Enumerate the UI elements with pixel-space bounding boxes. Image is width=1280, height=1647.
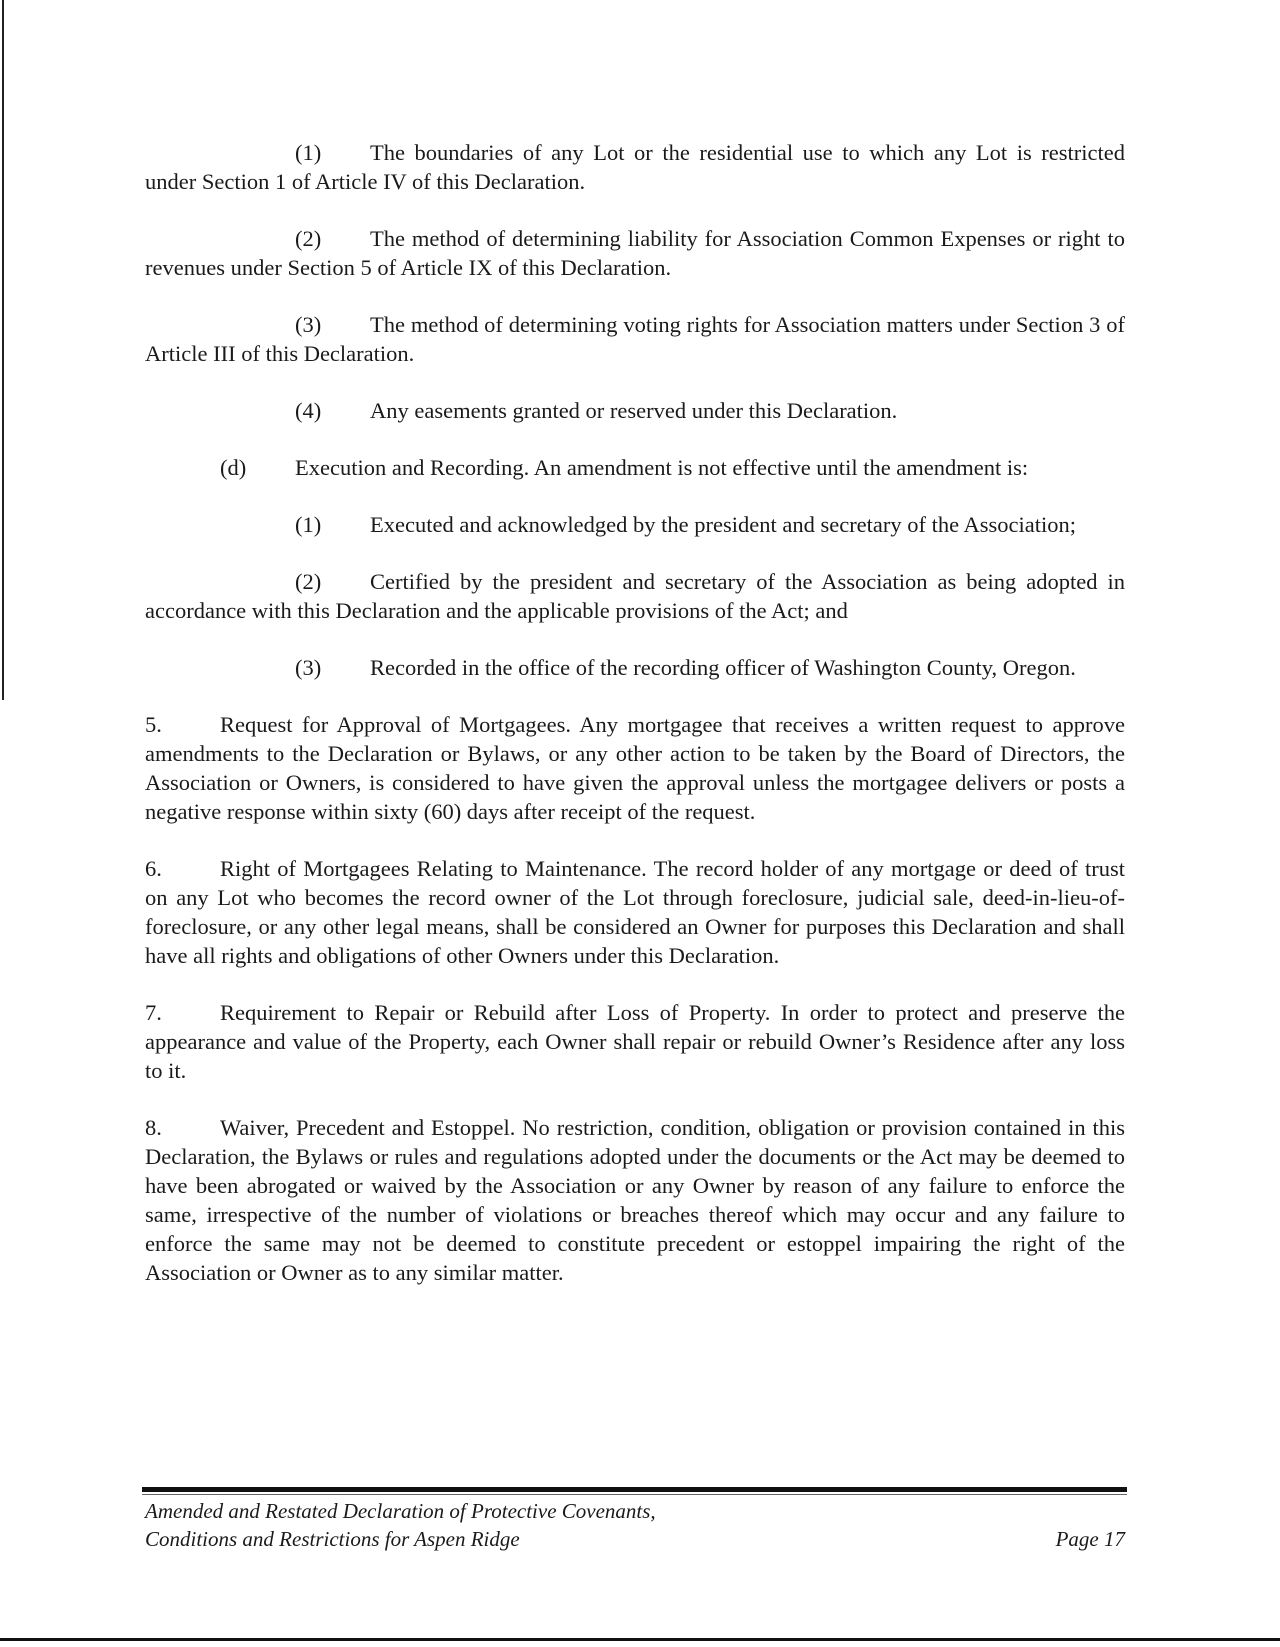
subsection-text: Execution and Recording. An amendment is not effective until the amendment is: bbox=[295, 455, 1029, 480]
section-text: Right of Mortgagees Relating to Maintenance. The record holder of any mortgage or deed of trust on any Lot who becomes the record owner of the Lot through foreclosure, judicial sale, deed-in-lieu-of-foreclosure, or any other legal means, shall be considered an Owner for purposes this Declaration and shall have all rights and obligations of other Owners under this Declaration. bbox=[145, 856, 1125, 968]
subsection-text: Executed and acknowledged by the president and secretary of the Association; bbox=[370, 512, 1077, 537]
subsection-text: Any easements granted or reserved under this Declaration. bbox=[370, 398, 898, 423]
subsection-c-4 bbox=[145, 396, 1125, 425]
scan-edge-left bbox=[2, 0, 4, 700]
section-number: 6. bbox=[145, 856, 162, 881]
subsection-number: (3) bbox=[295, 312, 322, 337]
footer-title-line1: Amended and Restated Declaration of Protective Covenants, bbox=[145, 1499, 656, 1523]
section-number: 8. bbox=[145, 1115, 162, 1140]
subsection-d-2 bbox=[145, 567, 1125, 625]
subsection-number: (2) bbox=[295, 569, 322, 594]
subsection-text: The method of determining liability for Association Common Expenses or right to revenues under Section 5 of Article IX of this Declaration. bbox=[145, 226, 1125, 280]
section-text: Waiver, Precedent and Estoppel. No restriction, condition, obligation or provision contained in this Declaration, the Bylaws or rules and regulations adopted under the documents or the Act may be deemed to have been abrogated or waived by the Association or any Owner by reason of any failure to enforce the same, irrespective of the number of violations or breaches thereof which may occur and any failure to enforce the same may not be deemed to constitute precedent or estoppel impairing the right of the Association or Owner as to any similar matter. bbox=[145, 1115, 1125, 1285]
subsection-letter: (d) bbox=[220, 455, 247, 480]
section-number: 5. bbox=[145, 712, 162, 737]
subsection-number: (4) bbox=[295, 398, 322, 423]
subsection-c-3 bbox=[145, 310, 1125, 368]
footer-title-line2: Conditions and Restrictions for Aspen Ridge bbox=[145, 1527, 520, 1551]
subsection-text: Recorded in the office of the recording officer of Washington County, Oregon. bbox=[370, 655, 1076, 680]
subsection-number: (2) bbox=[295, 226, 322, 251]
page-number: Page 17 bbox=[1055, 1527, 1125, 1551]
subsection-c-1 bbox=[145, 138, 1125, 196]
page-footer bbox=[145, 1497, 1125, 1553]
section-number: 7. bbox=[145, 1000, 162, 1025]
subsection-text: Certified by the president and secretary of the Association as being adopted in accordance with this Declaration and the applicable provisions of the Act; and bbox=[145, 569, 1125, 623]
subsection-number: (1) bbox=[295, 140, 322, 165]
footer-rule bbox=[142, 1487, 1127, 1492]
subsection-number: (1) bbox=[295, 512, 322, 537]
section-5 bbox=[145, 710, 1125, 826]
section-8 bbox=[145, 1113, 1125, 1287]
subsection-text: The method of determining voting rights for Association matters under Section 3 of Article III of this Declaration. bbox=[145, 312, 1125, 366]
subsection-c-2 bbox=[145, 224, 1125, 282]
subsection-d-1 bbox=[145, 510, 1125, 539]
subsection-text: The boundaries of any Lot or the residential use to which any Lot is restricted under Section 1 of Article IV of this Declaration. bbox=[145, 140, 1125, 194]
section-text: Requirement to Repair or Rebuild after Loss of Property. In order to protect and preserve the appearance and value of the Property, each Owner shall repair or rebuild Owner’s Residence after any loss to it. bbox=[145, 1000, 1125, 1083]
scan-edge-bottom bbox=[0, 1638, 1280, 1641]
subsection-d-3 bbox=[145, 653, 1125, 682]
footer-rule-thin bbox=[142, 1494, 1127, 1495]
subsection-number: (3) bbox=[295, 655, 322, 680]
section-7 bbox=[145, 998, 1125, 1085]
subsection-d bbox=[145, 453, 1125, 482]
document-body bbox=[145, 138, 1125, 1315]
section-6 bbox=[145, 854, 1125, 970]
section-text: Request for Approval of Mortgagees. Any mortgagee that receives a written request to approve amendments to the Declaration or Bylaws, or any other action to be taken by the Board of Directors, the Association or Owners, is considered to have given the approval unless the mortgagee delivers or posts a negative response within sixty (60) days after receipt of the request. bbox=[145, 712, 1125, 824]
